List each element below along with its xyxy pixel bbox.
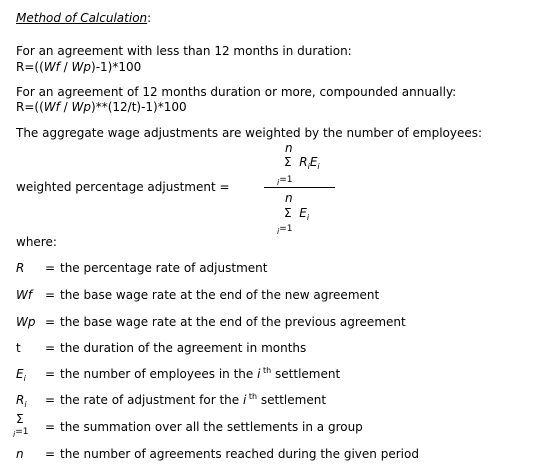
formula-var-wp: Wp — [71, 60, 92, 74]
definition-text: the base wage rate at the end of the previous agreement — [60, 315, 406, 329]
definition-text: the number of agreements reached during the given period — [60, 447, 419, 461]
definition-row — [16, 259, 536, 277]
text-part: the number of employees in the — [60, 367, 258, 381]
definition-equals: = — [45, 447, 56, 461]
definition-equals: = — [45, 261, 56, 275]
formula-part: )**(12/t)-1)*100 — [91, 100, 187, 114]
definition-text: the percentage rate of adjustment — [60, 261, 268, 275]
lower-limit-rest: =1 — [279, 224, 293, 234]
numerator-e: E — [309, 155, 318, 169]
definition-equals: = — [45, 367, 56, 381]
symbol-e: E — [16, 367, 24, 381]
lower-limit-i: i — [277, 227, 280, 236]
definition-text: the duration of the agreement in months — [60, 341, 307, 355]
denominator-e-sub: i — [306, 213, 310, 222]
symbol-r: R — [16, 393, 25, 407]
formula-part: R=(( — [16, 100, 44, 114]
numerator-lower-limit — [277, 174, 293, 186]
sigma-symbol: Σ — [284, 155, 292, 169]
heading-colon: : — [147, 11, 152, 25]
denominator-e: E — [299, 206, 307, 220]
definition-symbol — [16, 365, 26, 385]
weighted-label: weighted percentage adjustment = — [16, 180, 230, 194]
formula-part: R=(( — [16, 60, 44, 74]
definition-text — [60, 365, 340, 385]
definition-symbol: Wf — [16, 288, 33, 302]
definition-text: the summation over all the settlements in a group — [60, 420, 363, 434]
formula-var-wf: Wf — [43, 100, 60, 114]
formula-part: )-1)*100 — [91, 60, 142, 74]
symbol-sub: i — [23, 374, 26, 383]
lower-limit-rest: =1 — [279, 175, 293, 185]
definition-row — [16, 445, 536, 463]
definition-symbol: t — [16, 341, 21, 355]
text-part: settlement — [257, 393, 327, 407]
definition-row — [13, 412, 536, 439]
definition-symbol: n — [16, 447, 24, 461]
long-term-formula — [16, 100, 187, 115]
denominator-upper-limit: n — [285, 191, 293, 205]
definition-row — [16, 391, 536, 409]
lower-limit-rest: =1 — [15, 427, 29, 437]
long-term-description: For an agreement of 12 months duration or more, compounded annually: — [16, 85, 457, 99]
definition-row — [16, 339, 536, 357]
definition-sigma-symbol: Σ — [16, 412, 24, 426]
text-part: the rate of adjustment for the — [60, 393, 243, 407]
lower-limit-i: i — [13, 430, 16, 439]
text-index-i: i — [242, 393, 247, 407]
formula-part: / — [59, 60, 72, 74]
definition-text: the base wage rate at the end of the new agreement — [60, 288, 380, 302]
short-term-description: For an agreement with less than 12 months in duration: — [16, 44, 352, 58]
definition-symbol — [16, 391, 27, 411]
text-ordinal: th — [260, 366, 272, 375]
denominator-lower-limit — [277, 223, 293, 235]
aggregate-description: The aggregate wage adjustments are weighted by the number of employees: — [16, 126, 483, 140]
numerator-r-sub: i — [307, 162, 310, 171]
fraction-bar — [264, 187, 335, 188]
numerator-upper-limit: n — [285, 141, 293, 155]
definition-equals: = — [45, 315, 56, 329]
definition-equals: = — [45, 420, 56, 434]
definition-text — [60, 391, 326, 411]
definition-row — [16, 313, 536, 331]
definition-sigma-lower — [13, 426, 29, 438]
text-ordinal: th — [246, 392, 258, 401]
formula-part: / — [59, 100, 72, 114]
page-heading — [16, 11, 151, 26]
denominator-sum — [284, 206, 309, 222]
numerator-r: R — [299, 155, 308, 169]
text-part: settlement — [271, 367, 341, 381]
numerator-sum — [284, 155, 320, 171]
definition-row — [16, 365, 536, 383]
definition-equals: = — [45, 393, 56, 407]
lower-limit-i: i — [277, 178, 280, 187]
where-label: where: — [16, 235, 57, 249]
definition-row — [16, 286, 536, 304]
symbol-sub: i — [24, 400, 27, 409]
definition-equals: = — [45, 341, 56, 355]
heading-text: Method of Calculation — [16, 11, 148, 25]
definition-equals: = — [45, 288, 56, 302]
text-index-i: i — [257, 367, 261, 381]
formula-var-wf: Wf — [43, 60, 60, 74]
sigma-symbol: Σ — [284, 206, 292, 220]
numerator-e-sub: i — [317, 162, 320, 171]
definition-symbol: Wp — [16, 315, 36, 329]
definition-symbol: R — [16, 261, 25, 275]
short-term-formula — [16, 60, 141, 75]
formula-var-wp: Wp — [71, 100, 92, 114]
